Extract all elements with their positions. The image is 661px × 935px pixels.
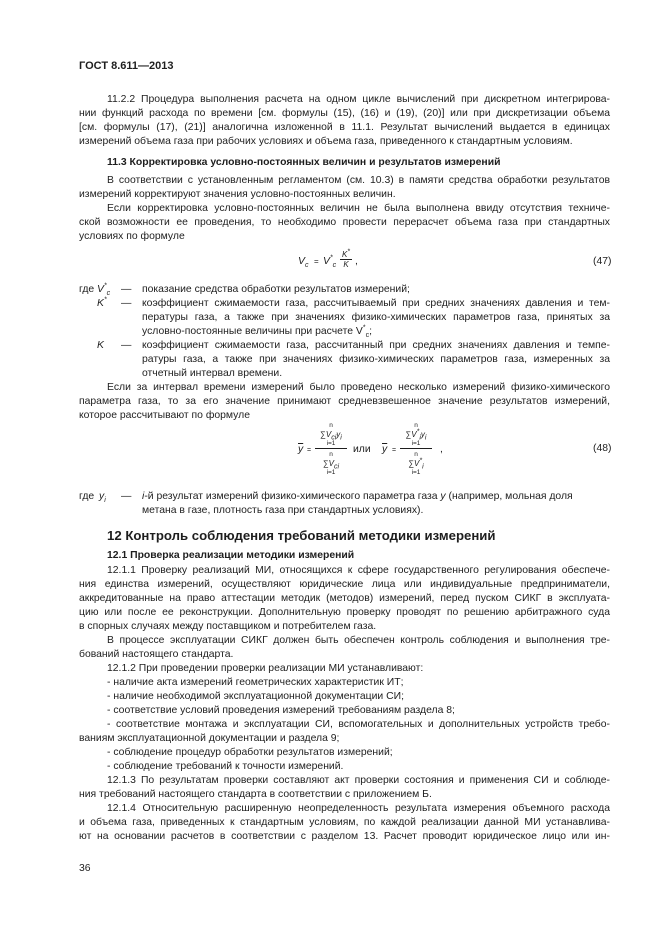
paragraph-line: нии функций расхода по времени [см. формулы (15), (16) и (19), (20)] или при дискретизации объема [79,108,610,119]
where-label: где [79,284,95,295]
paragraph-line: ния единства измерений, осуществляют юридические лица или индивидуальные предприниматели, [79,579,610,590]
paragraph-line: Если за интервал времени измерений было проведено несколько измерений физико-химического [107,382,610,393]
term-k: K [97,340,104,351]
definition-text: показание средства обработки результатов измерений; [142,284,410,295]
list-item: ваниям эксплуатационной документации и раздела 9; [79,733,340,744]
paragraph-line: ния требований настоящего стандарта в соответствии с приложением Б. [79,789,432,800]
formula-48: $\overline{y}$ = n $\sum V_{ci}y_i$ i=1 n $\sum V_{ci}$ i=1 или $\overline{y}$ = n $\sum V^*_iy_i$ i=1 n $\sum V^*_i$ i=1 , [298,422,443,476]
definition-text: коэффициент сжимаемости газа, рассчитываемый при средних значениях давления и тем- [142,298,610,309]
paragraph-line: [см. формулы (17), (21)] аналогична изложенной в 11.1. Результат вычислений выдается в единицах [79,122,610,133]
paragraph-line: 11.2.2 Процедура выполнения расчета на одном цикле вычислений при дискретном интегрирова- [107,94,610,105]
definition-text: метана в газе, плотность газа при стандартных условиях). [142,505,424,516]
paragraph-line: бований настоящего стандарта. [79,649,234,660]
paragraph-line: в спорных случаях между поставщиком и потребителем газа. [79,621,377,632]
term-k-star: K* [97,296,107,309]
definition-text: i-й результат измерений физико-химического параметра газа y (например, мольная доля [142,491,573,502]
section-heading-11-3: 11.3 Корректировка условно-постоянных величин и результатов измерений [107,157,501,168]
paragraph-line: измерений объема газа при рабочих условиях и объема газа, приведенного к стандартным условиям. [79,136,573,147]
definition-dash: — [121,491,132,502]
term-vc-star: $V^*_c$ [97,282,111,298]
paragraph-line: 12.1.1 Проверку реализаций МИ, относящихся к сфере государственного регулирования обеспече- [107,565,610,576]
paragraph-line: 12.1.3 По результатам проверки составляют акт проверки состояния и применения СИ и соблюде- [107,775,610,786]
list-item: - соблюдение требований к точности измерений. [107,761,344,772]
definition-text: коэффициент сжимаемости газа, рассчитанный при средних значениях давления и темпе- [142,340,610,351]
where-label: где [79,491,95,502]
paragraph-line: аккредитованные на право аттестации методик (методов) измерений, перед пуском СИКГ в эксплуата- [79,593,610,604]
paragraph-line: ют на основании расчетов в соответствии с разделом 13. Расчет проводит юридическое лицо или ин- [79,831,610,842]
definition-text: условно-постоянные величины при расчете $V^*_c$; [142,324,372,340]
definition-dash: — [121,298,132,309]
formula-47: $V_c$ = $V^*_c$ $\frac{K^*}{K}$ , [298,248,358,270]
paragraph-line: ской возможности ее проведения, то необходимо провести перерасчет объема газа при стандартных [79,217,610,228]
formula-number-48: (48) [593,443,612,454]
list-item: - наличие акта измерений геометрических характеристик ИТ; [107,677,404,688]
formula-number-47: (47) [593,256,612,267]
section-heading-12: 12 Контроль соблюдения требований методики измерений [107,528,496,543]
paragraph-line: и объема газа, приведенных к стандартным условиям, по каждой реализации данной МИ устанавлива- [79,817,610,828]
paragraph-line: условиях по формуле [79,231,185,242]
paragraph-line: Если корректировка условно-постоянных величин не была выполнена ввиду отсутствия техниче- [107,203,610,214]
definition-dash: — [121,340,132,351]
section-heading-12-1: 12.1 Проверка реализации методики измерений [107,550,355,561]
list-item: - соответствие монтажа и эксплуатации СИ, вспомогательных и дополнительных устройств требо- [107,719,610,730]
paragraph-line: которое рассчитывают по формуле [79,410,250,421]
list-item: - соблюдение процедур обработки результатов измерений; [107,747,393,758]
paragraph-line: параметра газа, то за его значение принимают средневзвешенное значение результатов измерений, [79,396,610,407]
definition-text: пературы газа, а также при значениях физико-химических параметров газа, принятых за [142,312,610,323]
page-number: 36 [79,863,91,874]
paragraph-line: В процессе эксплуатации СИКГ должен быть обеспечен контроль соблюдения и выполнения тре- [107,635,610,646]
term-yi: $y_i$ [99,491,106,505]
paragraph-line: цию или после ее реконструкции. Дополнительную проверку проводят по решению арбитражного суда [79,607,610,618]
paragraph-line: 12.1.2 При проведении проверки реализации МИ устанавливают: [107,663,424,674]
paragraph-line: 12.1.4 Относительную расширенную неопределенность результата измерения объемного расхода [107,803,610,814]
paragraph-line: измерений корректируют значения условно-постоянных величин. [79,189,396,200]
definition-text: отчетный интервал времени. [142,368,283,379]
definition-text: ратуры газа, а также при значениях физико-химических параметров газа, измеренных за [142,354,610,365]
list-item: - соответствие условий проведения измерений требованиям раздела 8; [107,705,455,716]
document-id: ГОСТ 8.611—2013 [79,60,174,72]
definition-dash: — [121,284,132,295]
list-item: - наличие необходимой эксплуатационной документации СИ; [107,691,404,702]
paragraph-line: В соответствии с установленным регламентом (см. 10.3) в памяти средства обработки результатов [107,175,610,186]
